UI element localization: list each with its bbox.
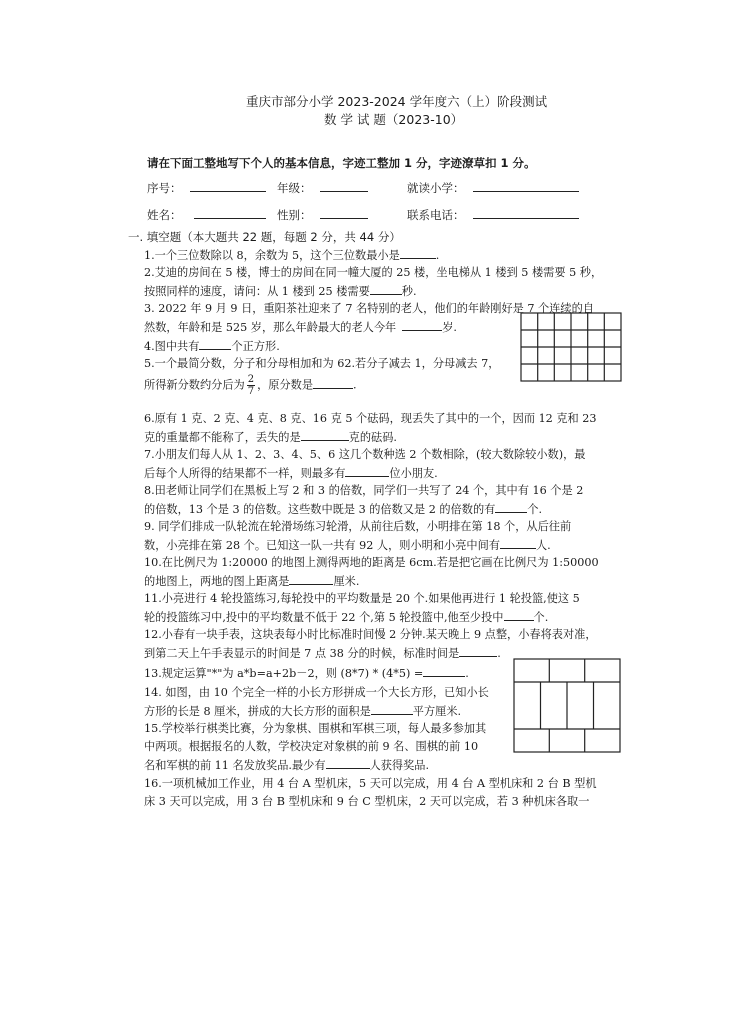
question-12-line-2: 到第二天上午手表显示的时间是 7 点 38 分的时候，标准时间是 . — [144, 647, 501, 660]
question-11-line-1: 11.小亮进行 4 轮投篮练习,每轮投中的平均数量是 20 个.如果他再进行 1 轮投篮,使这 5 — [144, 592, 580, 605]
seq-field[interactable] — [147, 180, 266, 196]
question-9-line-1: 9. 同学们排成一队轮流在轮滑场练习轮滑，从前往后数，小明排在第 18 个，从后往前 — [144, 520, 572, 533]
question-2-line-2: 按照同样的速度，请问：从 1 楼到 25 楼需要 秒. — [144, 285, 417, 298]
fraction-two-sevenths: $\frac{2}{7}$ — [247, 374, 255, 397]
rectangle-tiling-figure — [513, 658, 623, 754]
question-11-line-2: 轮的投篮练习中,投中的平均数量不低于 22 个,第 5 轮投篮中,他至少投中 个. — [144, 611, 549, 624]
question-5-line-2: 所得新分数约分后为 $\frac{2}{7}$ ，原分数是 . — [144, 374, 357, 397]
phone-field[interactable] — [407, 207, 579, 223]
school-field[interactable] — [407, 180, 579, 196]
question-14-line-1: 14. 如图，由 10 个完全一样的小长方形拼成一个大长方形，已知小长 — [144, 686, 489, 699]
page-title: 重庆市部分小学 2023-2024 学年度六（上）阶段测试 — [246, 94, 548, 109]
answer-blank[interactable] — [313, 378, 353, 389]
question-8-line-2: 的倍数，13 个是 3 的倍数。这些数中既是 3 的倍数又是 2 的倍数的有 个. — [144, 503, 543, 516]
info-notice: 请在下面工整地写下个人的基本信息，字迹工整加 1 分，字迹潦草扣 1 分。 — [147, 156, 536, 170]
answer-blank[interactable] — [400, 248, 436, 259]
school-label: 就读小学： — [407, 181, 465, 195]
question-7-line-1: 7.小朋友们每人从 1、2、3、4、5、6 这几个数种选 2 个数相除，(较大数除较小数)，最 — [144, 448, 586, 461]
answer-blank[interactable] — [423, 666, 465, 677]
question-12-line-1: 12.小春有一块手表，这块表每小时比标准时间慢 2 分钟.某天晚上 9 点整，小春将表对准， — [144, 628, 597, 641]
question-7-line-2: 后每个人所得的结果都不一样，则最多有 位小朋友. — [144, 467, 438, 480]
question-6-line-2: 克的重量都不能称了，丢失的是 克的砝码. — [144, 431, 397, 444]
answer-blank[interactable] — [459, 646, 497, 657]
question-3-line-1: 3. 2022 年 9 月 9 日，重阳茶社迎来了 7 名特别的老人，他们的年龄刚好是 7 个连续的自 — [144, 302, 594, 315]
answer-blank[interactable] — [326, 758, 370, 769]
question-5-line-1: 5.一个最简分数，分子和分母相加和为 62.若分子减去 1，分母减去 7， — [144, 357, 500, 370]
question-14-line-2: 方形的长是 8 厘米，拼成的大长方形的面积是 平方厘米. — [144, 705, 462, 718]
grade-field[interactable] — [277, 180, 368, 196]
question-15-line-1: 15.学校举行棋类比赛，分为象棋、围棋和军棋三项，每人最多参加其 — [144, 722, 487, 735]
question-16-line-1: 16.一项机械加工作业，用 4 台 A 型机床，5 天可以完成，用 4 台 A 型机床和 2 台 B 型机 — [144, 777, 597, 790]
grade-label: 年级： — [277, 181, 312, 195]
answer-blank[interactable] — [504, 610, 534, 621]
seq-label: 序号： — [147, 181, 182, 195]
name-field[interactable] — [147, 207, 266, 223]
question-2-line-1: 2.艾迪的房间在 5 楼，博士的房间在同一幢大厦的 25 楼，坐电梯从 1 楼到 5 楼需要 5 秒， — [144, 266, 603, 279]
answer-blank[interactable] — [495, 502, 527, 513]
answer-blank[interactable] — [500, 538, 536, 549]
answer-blank[interactable] — [199, 339, 231, 350]
question-3-line-2: 然数，年龄和是 525 岁，那么年龄最大的老人今年 岁. — [144, 321, 457, 334]
answer-blank[interactable] — [345, 466, 389, 477]
page-subtitle: 数 学 试 题（2023-10） — [324, 112, 464, 127]
answer-blank[interactable] — [370, 284, 402, 295]
question-15-line-2: 中两项。根据报名的人数，学校决定对象棋的前 9 名、围棋的前 10 — [144, 740, 479, 753]
square-grid-figure — [520, 312, 622, 383]
question-15-line-3: 名和军棋的前 11 名发放奖品.最少有 人获得奖品. — [144, 759, 430, 772]
gender-field[interactable] — [277, 207, 368, 223]
question-13: 13.规定运算"*"为 a*b=a+2b－2，则 (8*7) * (4*5) = . — [144, 667, 469, 680]
question-1: 1.一个三位数除以 8，余数为 5，这个三位数最小是 . — [144, 249, 440, 262]
question-6-line-1: 6.原有 1 克、2 克、4 克、8 克、16 克 5 个砝码，现丢失了其中的一个，因而 12 克和 23 — [144, 412, 597, 425]
question-10-line-2: 的地图上，两地的图上距离是 厘米. — [144, 575, 360, 588]
question-8-line-1: 8.田老师让同学们在黑板上写 2 和 3 的倍数，同学们一共写了 24 个，其中有 16 个是 2 — [144, 484, 584, 497]
question-10-line-1: 10.在比例尺为 1:20000 的地图上测得两地的距离是 6cm.若是把它画在比例尺为 1:50000 — [144, 556, 599, 569]
question-4: 4.图中共有 个正方形. — [144, 340, 280, 353]
phone-label: 联系电话： — [407, 208, 465, 222]
answer-blank[interactable] — [289, 574, 333, 585]
answer-blank[interactable] — [402, 320, 442, 331]
gender-label: 性别： — [277, 208, 312, 222]
section-heading: 一. 填空题（本大题共 22 题，每题 2 分，共 44 分） — [128, 230, 401, 244]
name-label: 姓名： — [147, 208, 182, 222]
answer-blank[interactable] — [371, 704, 413, 715]
question-16-line-2: 床 3 天可以完成，用 3 台 B 型机床和 9 台 C 型机床，2 天可以完成，若 3 种机床各取一 — [144, 795, 590, 808]
question-9-line-2: 数，小亮排在第 28 个。已知这一队一共有 92 人，则小明和小亮中间有 人. — [144, 539, 551, 552]
answer-blank[interactable] — [301, 430, 349, 441]
